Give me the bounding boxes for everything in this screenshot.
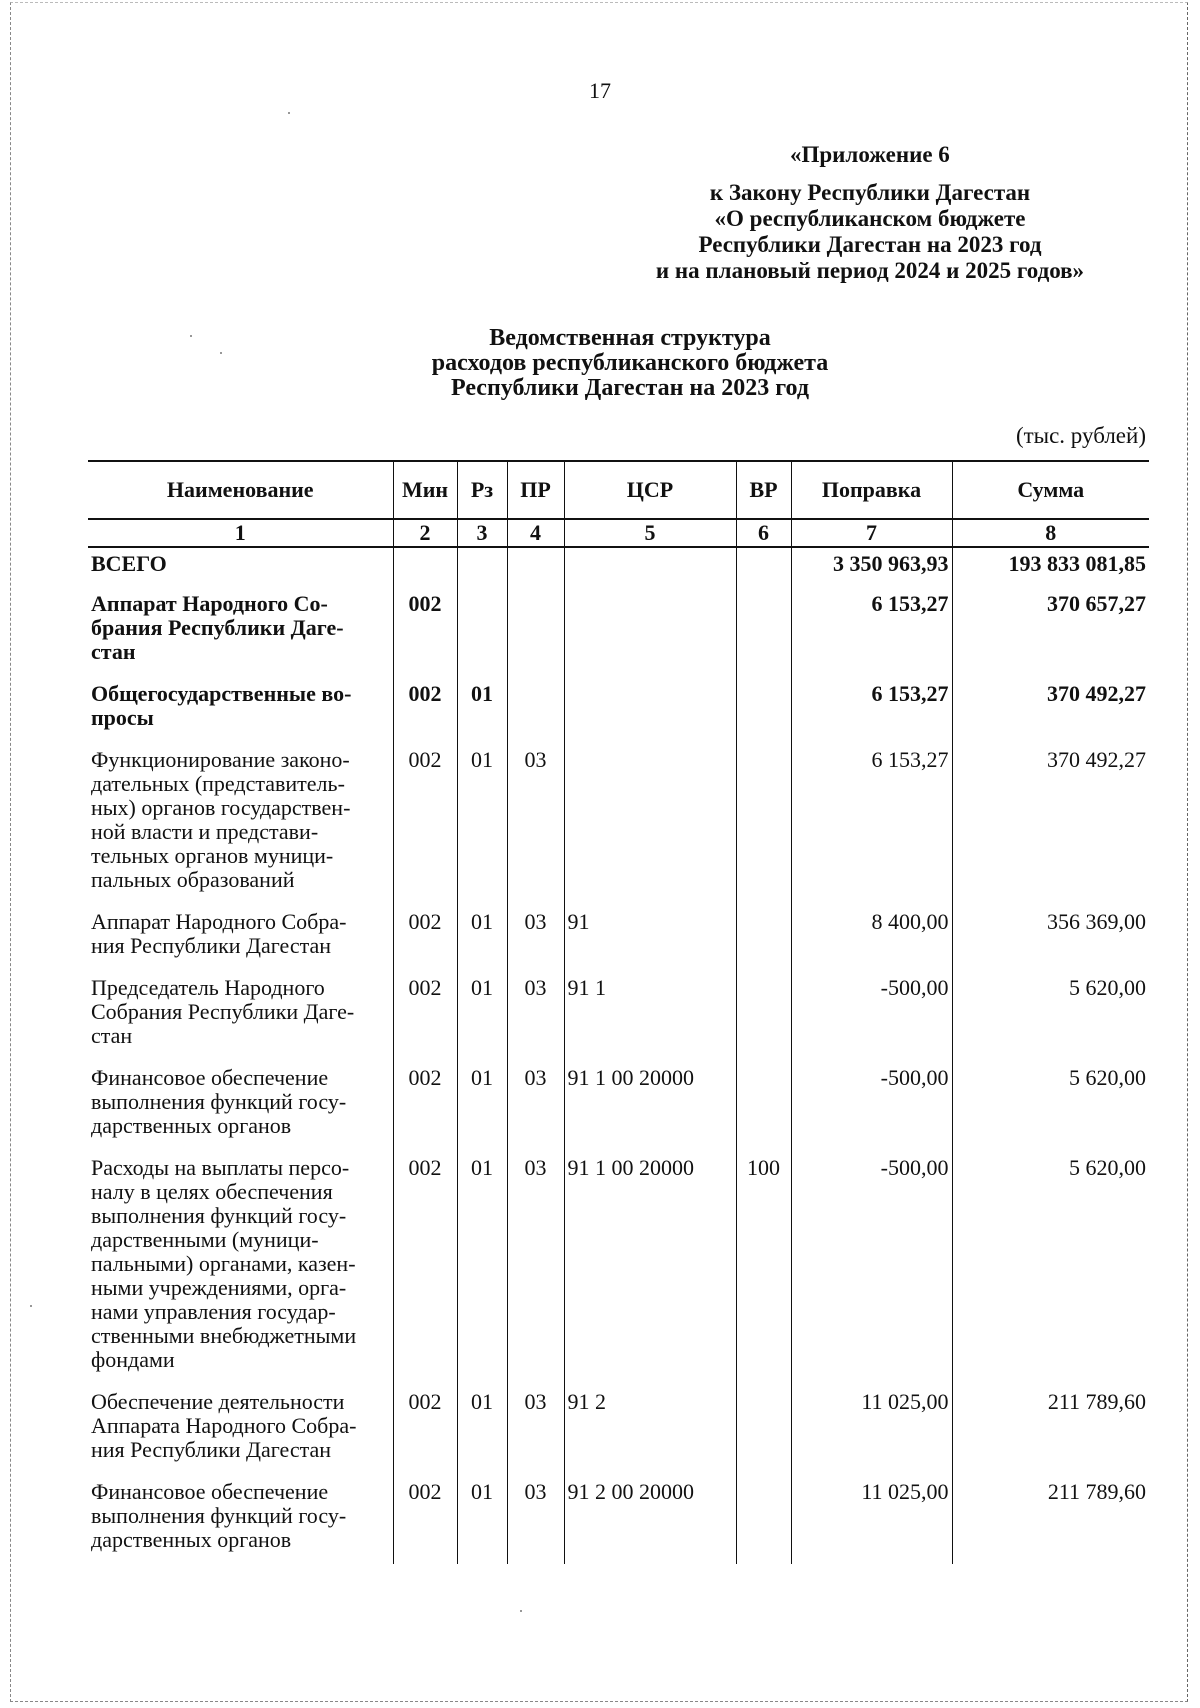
cell-rz	[457, 547, 507, 586]
cell-rz: 01	[457, 1150, 507, 1384]
cell-amendment: 3 350 963,93	[791, 547, 952, 586]
column-number: 1	[88, 519, 393, 547]
cell-name	[88, 1060, 393, 1150]
cell-amendment: 6 153,27	[791, 586, 952, 676]
cell-name-line: Аппарата Народного Собра-	[91, 1413, 357, 1438]
cell-name-line: пальными) органами, казен-	[91, 1251, 356, 1276]
column-number-row	[88, 519, 1149, 547]
cell-vr	[736, 676, 791, 742]
cell-name-line: Финансовое обеспечение	[91, 1479, 329, 1504]
column-number: 2	[393, 519, 457, 547]
header-name: Наименование	[88, 461, 393, 519]
cell-name-line: нами управления государ-	[91, 1299, 336, 1324]
header-sum: Сумма	[952, 461, 1149, 519]
cell-name-line: Аппарат Народного Со-	[91, 591, 328, 616]
document-title-line: Республики Дагестан на 2023 год	[451, 375, 809, 401]
cell-csr: 91 1	[564, 970, 736, 1060]
cell-vr	[736, 547, 791, 586]
cell-name	[88, 676, 393, 742]
header-amendment: Поправка	[791, 461, 952, 519]
cell-vr	[736, 742, 791, 904]
table-row	[88, 676, 1149, 742]
table-row	[88, 586, 1149, 676]
cell-name-line: дарственных органов	[91, 1113, 292, 1138]
cell-sum: 193 833 081,85	[952, 547, 1149, 586]
cell-name-line: просы	[91, 705, 154, 730]
cell-pr: 03	[507, 904, 564, 970]
cell-rz: 01	[457, 904, 507, 970]
cell-min: 002	[393, 1474, 457, 1564]
cell-name-line: Обеспечение деятельности	[91, 1389, 345, 1414]
column-number: 3	[457, 519, 507, 547]
appendix-block	[640, 180, 1100, 284]
table-body	[88, 547, 1149, 1564]
column-number: 7	[791, 519, 952, 547]
header-min: Мин	[393, 461, 457, 519]
table-row	[88, 1384, 1149, 1474]
table-header-row	[88, 461, 1149, 519]
cell-pr: 03	[507, 1384, 564, 1474]
cell-name	[88, 586, 393, 676]
cell-amendment: -500,00	[791, 1150, 952, 1384]
units-label: (тыс. рублей)	[1015, 423, 1146, 448]
table-row	[88, 970, 1149, 1060]
cell-sum: 5 620,00	[952, 1060, 1149, 1150]
cell-sum: 356 369,00	[952, 904, 1149, 970]
cell-name	[88, 1474, 393, 1564]
cell-name-line: ной власти и представи-	[91, 819, 319, 844]
cell-sum: 211 789,60	[952, 1384, 1149, 1474]
scan-speck	[520, 1610, 522, 1612]
header-csr: ЦСР	[564, 461, 736, 519]
cell-name-line: стан	[91, 1023, 133, 1048]
cell-name	[88, 742, 393, 904]
appendix-title: «Приложение 6	[790, 142, 950, 167]
cell-name-line: дарственными (муници-	[91, 1227, 319, 1252]
cell-csr: 91 2	[564, 1384, 736, 1474]
cell-sum: 370 492,27	[952, 676, 1149, 742]
cell-name-line: Аппарат Народного Собра-	[91, 909, 347, 934]
document-title	[330, 326, 930, 401]
cell-name	[88, 1150, 393, 1384]
cell-name-line: выполнения функций госу-	[91, 1503, 347, 1528]
cell-min: 002	[393, 904, 457, 970]
cell-pr: 03	[507, 1474, 564, 1564]
cell-name-line: ных) органов государствен-	[91, 795, 351, 820]
column-number: 5	[564, 519, 736, 547]
cell-rz: 01	[457, 676, 507, 742]
cell-amendment: -500,00	[791, 1060, 952, 1150]
cell-pr	[507, 547, 564, 586]
cell-sum: 5 620,00	[952, 1150, 1149, 1384]
cell-csr: 91 1 00 20000	[564, 1150, 736, 1384]
cell-amendment: 8 400,00	[791, 904, 952, 970]
total-row	[88, 547, 1149, 586]
cell-rz: 01	[457, 970, 507, 1060]
budget-table	[88, 460, 1149, 1564]
table-row	[88, 1150, 1149, 1384]
cell-name	[88, 970, 393, 1060]
header-pr: ПР	[507, 461, 564, 519]
cell-name-line: дательных (представитель-	[91, 771, 345, 796]
cell-name-line: ными учреждениями, орга-	[91, 1275, 347, 1300]
cell-name	[88, 904, 393, 970]
appendix-line: «О республиканском бюджете	[714, 206, 1026, 231]
cell-name-line: выполнения функций госу-	[91, 1203, 347, 1228]
cell-csr	[564, 547, 736, 586]
cell-name-line: брания Республики Даге-	[91, 615, 344, 640]
cell-name-line: Финансовое обеспечение	[91, 1065, 329, 1090]
cell-name-line: Председатель Народного	[91, 975, 325, 1000]
cell-amendment: 11 025,00	[791, 1474, 952, 1564]
cell-csr: 91 1 00 20000	[564, 1060, 736, 1150]
scan-speck	[220, 352, 222, 354]
cell-csr	[564, 586, 736, 676]
cell-name-line: ственными внебюджетными	[91, 1323, 357, 1348]
cell-min: 002	[393, 970, 457, 1060]
cell-name-line: Функционирование законо-	[91, 747, 350, 772]
cell-vr	[736, 904, 791, 970]
cell-vr: 100	[736, 1150, 791, 1384]
cell-min: 002	[393, 1384, 457, 1474]
cell-min: 002	[393, 1150, 457, 1384]
table-row	[88, 742, 1149, 904]
cell-name-line: Расходы на выплаты персо-	[91, 1155, 350, 1180]
cell-sum: 5 620,00	[952, 970, 1149, 1060]
cell-sum: 211 789,60	[952, 1474, 1149, 1564]
cell-name-line: фондами	[91, 1347, 175, 1372]
document-title-line: расходов республиканского бюджета	[431, 350, 829, 376]
cell-min	[393, 547, 457, 586]
cell-name-line: выполнения функций госу-	[91, 1089, 347, 1114]
page-number: 17	[589, 78, 611, 103]
cell-name-line: стан	[91, 639, 136, 664]
cell-vr	[736, 586, 791, 676]
table-row	[88, 1060, 1149, 1150]
cell-csr: 91 2 00 20000	[564, 1474, 736, 1564]
cell-pr: 03	[507, 1060, 564, 1150]
column-number: 6	[736, 519, 791, 547]
cell-name-line: ВСЕГО	[91, 551, 167, 576]
cell-amendment: 11 025,00	[791, 1384, 952, 1474]
cell-amendment: -500,00	[791, 970, 952, 1060]
document-title-line: Ведомственная структура	[489, 325, 771, 351]
scan-speck	[30, 1305, 32, 1307]
appendix-line: к Закону Республики Дагестан	[709, 180, 1031, 205]
cell-pr: 03	[507, 1150, 564, 1384]
cell-name-line: Собрания Республики Даге-	[91, 999, 355, 1024]
appendix-line: и на плановый период 2024 и 2025 годов»	[655, 258, 1085, 283]
cell-vr	[736, 1474, 791, 1564]
cell-csr	[564, 742, 736, 904]
cell-rz: 01	[457, 742, 507, 904]
cell-pr	[507, 676, 564, 742]
cell-pr: 03	[507, 742, 564, 904]
scan-speck	[288, 112, 290, 114]
cell-name-line: ния Республики Дагестан	[91, 1437, 332, 1462]
cell-name-line: дарственных органов	[91, 1527, 292, 1552]
cell-rz	[457, 586, 507, 676]
scan-speck	[190, 335, 192, 337]
cell-csr: 91	[564, 904, 736, 970]
cell-rz: 01	[457, 1474, 507, 1564]
cell-csr	[564, 676, 736, 742]
cell-pr	[507, 586, 564, 676]
cell-min: 002	[393, 676, 457, 742]
cell-pr: 03	[507, 970, 564, 1060]
table-row	[88, 1474, 1149, 1564]
cell-name-line: налу в целях обеспечения	[91, 1179, 333, 1204]
cell-amendment: 6 153,27	[791, 742, 952, 904]
cell-name-line: ния Республики Дагестан	[91, 933, 332, 958]
cell-vr	[736, 1384, 791, 1474]
cell-min: 002	[393, 586, 457, 676]
cell-name-line: тельных органов муници-	[91, 843, 334, 868]
cell-min: 002	[393, 1060, 457, 1150]
column-number: 8	[952, 519, 1149, 547]
header-vr: ВР	[736, 461, 791, 519]
table-row	[88, 904, 1149, 970]
cell-sum: 370 657,27	[952, 586, 1149, 676]
cell-rz: 01	[457, 1060, 507, 1150]
cell-vr	[736, 1060, 791, 1150]
cell-name	[88, 547, 393, 586]
cell-amendment: 6 153,27	[791, 676, 952, 742]
cell-sum: 370 492,27	[952, 742, 1149, 904]
appendix-line: Республики Дагестан на 2023 год	[698, 232, 1042, 257]
cell-min: 002	[393, 742, 457, 904]
header-rz: Рз	[457, 461, 507, 519]
cell-name-line: пальных образований	[91, 867, 295, 892]
cell-name	[88, 1384, 393, 1474]
column-number: 4	[507, 519, 564, 547]
cell-vr	[736, 970, 791, 1060]
cell-name-line: Общегосударственные во-	[91, 681, 352, 706]
cell-rz: 01	[457, 1384, 507, 1474]
